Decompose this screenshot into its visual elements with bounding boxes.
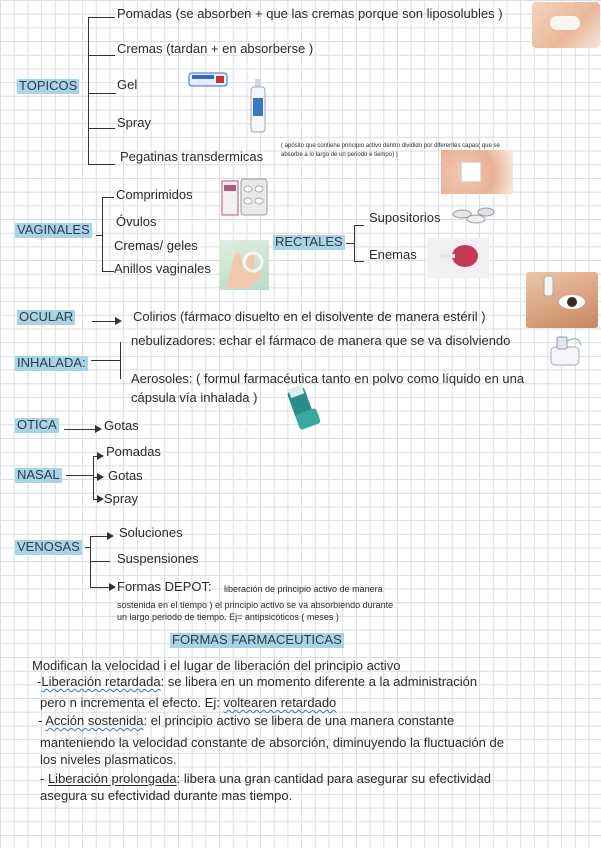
definition: : se libera en un momento diferente a la administración — [160, 674, 478, 689]
topicos-item-gel: Gel — [117, 77, 138, 92]
venosas-item-soluciones: Soluciones — [119, 525, 183, 540]
formas-line-accion-sostenida — [38, 714, 454, 729]
nebulizador-image — [545, 333, 585, 367]
arrow-head — [97, 495, 104, 503]
prefix: - — [38, 713, 46, 728]
arrow-head — [107, 532, 114, 540]
prefix: - — [40, 771, 48, 786]
arrow-line — [90, 536, 108, 537]
connector — [91, 360, 121, 361]
arrow-line — [90, 587, 110, 588]
rectales-item-enemas: Enemas — [369, 247, 417, 262]
otica-heading: OTICA — [17, 417, 57, 432]
term-accion-sostenida: Acción sostenida — [45, 713, 144, 728]
inhalada-item-nebulizadores: nebulizadores: echar el fármaco de manera que se va disolviendo — [131, 333, 511, 348]
arrow-line — [64, 429, 96, 430]
pomada-hand-image — [532, 2, 600, 48]
topicos-item-pomadas: Pomadas (se absorben + que las cremas porque son liposolubles ) — [117, 6, 503, 21]
connector — [90, 561, 110, 562]
formas-title: FORMAS FARMACEUTICAS — [172, 632, 342, 647]
arrow-head — [109, 583, 116, 591]
venosas-item-depot: Formas DEPOT: — [117, 579, 212, 594]
connector — [96, 235, 103, 236]
bracket-line — [354, 225, 355, 261]
formas-line-5: los niveles plasmaticos. — [40, 752, 177, 767]
definition: : libera una gran cantidad para asegurar su efectividad — [176, 771, 491, 786]
ocular-text: Colirios (fármaco disuelto en el disolvente de manera estéril ) — [133, 309, 486, 324]
arrow-head — [115, 317, 122, 325]
connector — [102, 271, 114, 272]
rectales-heading: RECTALES — [275, 234, 343, 249]
term-liberacion-prolongada: Liberación prolongada — [47, 771, 177, 786]
inhalada-item-aerosoles-cont: cápsula vía inhalada ) — [131, 390, 258, 405]
eye-drops-image — [526, 272, 598, 328]
term-liberacion-retardada: Liberación retardada — [41, 674, 161, 689]
connector — [102, 197, 114, 198]
prefix: - — [37, 674, 42, 689]
ocular-heading: OCULAR — [19, 309, 74, 324]
nasal-item-pomadas: Pomadas — [106, 444, 161, 459]
comprimidos-box-image — [221, 177, 269, 219]
vaginales-heading: VAGINALES — [17, 222, 90, 237]
arrow-line — [92, 321, 116, 322]
vaginales-item-ovulos: Óvulos — [116, 214, 157, 229]
formas-intro: Modifican la velocidad i el lugar de liberación del principio activo — [32, 658, 401, 673]
topicos-item-spray: Spray — [117, 115, 151, 130]
arrow-head — [97, 452, 104, 460]
anillo-hand-image — [219, 240, 269, 290]
nasal-heading: NASAL — [17, 467, 60, 482]
spray-bottle-image — [248, 78, 268, 134]
example-voltearen: voltearen retardado — [223, 695, 337, 710]
venosas-heading: VENOSAS — [17, 539, 80, 554]
venosas-item-suspensiones: Suspensiones — [117, 551, 199, 566]
connector — [88, 93, 116, 94]
depot-note-line2: sostenida en el tiempo ) el principio activo se va absorbiendo durante — [117, 600, 394, 610]
rectales-item-supositorios: Supositorios — [369, 210, 441, 225]
text: pero n incrementa el efecto. Ej: — [40, 695, 224, 710]
parche-skin-image — [441, 150, 513, 194]
inhalada-heading: INHALADA: — [17, 355, 86, 370]
connector — [88, 17, 115, 18]
arrow-head — [97, 473, 104, 481]
connector — [354, 261, 364, 262]
vaginales-item-anillos: Anillos vaginales — [114, 261, 211, 276]
supositorios-image — [450, 204, 496, 230]
depot-note-line1: liberación de principio activo de manera — [224, 584, 383, 594]
connector — [88, 164, 115, 165]
gel-tube-image — [188, 70, 230, 90]
formas-line-7: asegura su efectividad durante mas tiempo. — [40, 788, 293, 803]
parche-note-line2: absorbe a lo largo de un periodo e tiempo) ) — [281, 152, 398, 158]
nasal-item-gotas: Gotas — [108, 468, 143, 483]
enema-image — [427, 238, 489, 278]
vaginales-item-cremas-geles: Cremas/ geles — [114, 238, 198, 253]
inhalador-image — [281, 385, 325, 435]
bracket-line — [88, 17, 89, 164]
topicos-heading: TOPICOS — [19, 78, 78, 93]
connector — [354, 225, 364, 226]
depot-note-line3: un largo periodo de tiempo. Ej= antipsicóticos ( meses ) — [117, 612, 339, 622]
vaginales-item-comprimidos: Comprimidos — [116, 187, 193, 202]
formas-line-liberacion-prolongada — [40, 772, 491, 787]
connector — [88, 128, 115, 129]
connector — [66, 475, 94, 476]
nasal-item-spray: Spray — [104, 491, 138, 506]
bracket-line — [102, 197, 103, 271]
definition: : el principio activo se libera de una manera constante — [143, 713, 455, 728]
formas-line-4: manteniendo la velocidad constante de absorción, diminuyendo la fluctuación de — [40, 735, 504, 750]
parche-note-line1: ( apósito que contiene principio activo dentro dividido por diferentes capas( que se — [281, 143, 500, 149]
topicos-item-pegatinas: Pegatinas transdermicas — [120, 149, 264, 164]
formas-line-2 — [40, 696, 336, 711]
arrow-head — [95, 425, 102, 433]
formas-line-liberacion-retardada — [37, 675, 477, 690]
otica-item-gotas: Gotas — [104, 418, 139, 433]
connector — [88, 55, 115, 56]
inhalada-item-aerosoles: Aerosoles: ( formul farmacéutica tanto en polvo como líquido en una — [131, 371, 525, 386]
topicos-item-cremas: Cremas (tardan + en absorberse ) — [117, 41, 314, 56]
